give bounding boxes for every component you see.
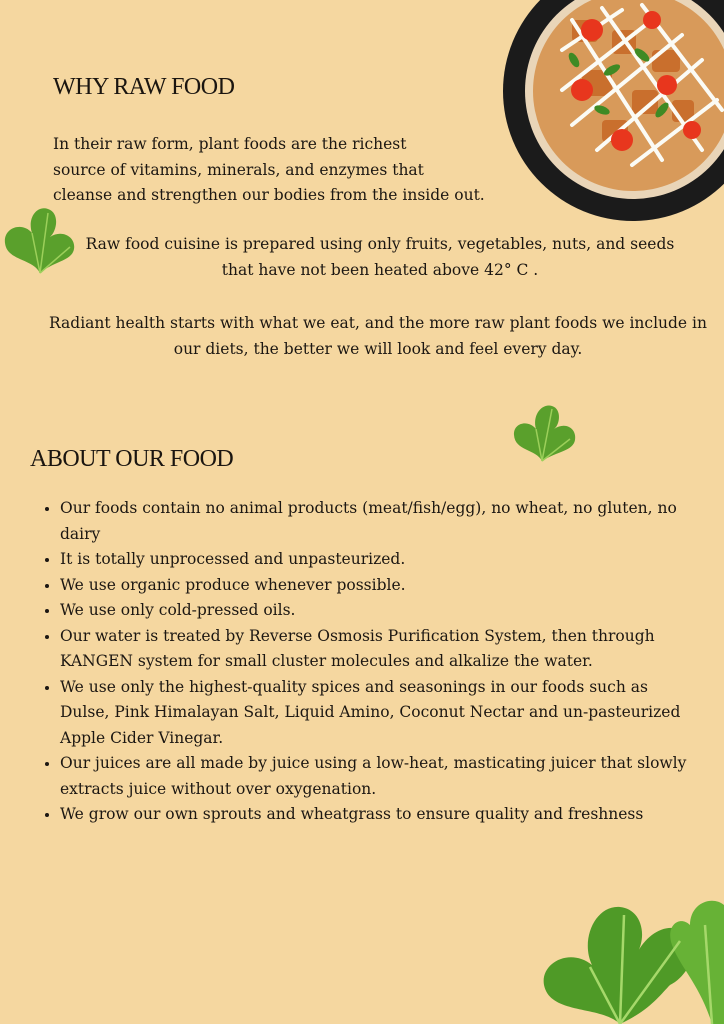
intro-line: source of vitamins, minerals, and enzymes that bbox=[53, 160, 424, 179]
parsley-leaf-icon bbox=[2, 203, 78, 275]
parsley-leaf-icon bbox=[512, 399, 578, 463]
about-our-food-heading: ABOUT OUR FOOD bbox=[30, 446, 234, 472]
food-facts-list bbox=[30, 496, 700, 828]
food-plate-image bbox=[502, 0, 724, 222]
list-item: • We grow our own sprouts and wheatgrass to ensure quality and freshness bbox=[60, 802, 700, 828]
why-raw-food-heading: WHY RAW FOOD bbox=[53, 74, 235, 100]
celery-leaf-icon bbox=[540, 885, 724, 1024]
list-item: • It is totally unprocessed and unpasteurized. bbox=[60, 547, 700, 573]
list-item: • Our foods contain no animal products (meat/fish/egg), no wheat, no gluten, no dairy bbox=[60, 496, 700, 547]
list-item: • Our water is treated by Reverse Osmosis Purification System, then through KANGEN system for small cluster molecules and alkalize the water. bbox=[60, 624, 700, 675]
list-item: • We use organic produce whenever possible. bbox=[60, 573, 700, 599]
intro-line: cleanse and strengthen our bodies from the inside out. bbox=[53, 186, 485, 204]
list-item: • We use only cold-pressed oils. bbox=[60, 598, 700, 624]
raw-cuisine-paragraph: Raw food cuisine is prepared using only fruits, vegetables, nuts, and seeds that have not been heated above 42° C . bbox=[85, 235, 675, 279]
radiant-health-paragraph: Radiant health starts with what we eat, and the more raw plant foods we include in our diets, the better we will look and feel every day. bbox=[49, 314, 707, 358]
intro-paragraph bbox=[53, 132, 513, 209]
list-item: • Our juices are all made by juice using a low-heat, masticating juicer that slowly extracts juice without over oxygenation. bbox=[60, 751, 700, 802]
list-item: • We use only the highest-quality spices and seasonings in our foods such as Dulse, Pink Himalayan Salt, Liquid Amino, Coconut Nectar and un-pasteurized Apple Cider Vinegar. bbox=[60, 675, 700, 752]
intro-line: In their raw form, plant foods are the richest bbox=[53, 135, 407, 153]
